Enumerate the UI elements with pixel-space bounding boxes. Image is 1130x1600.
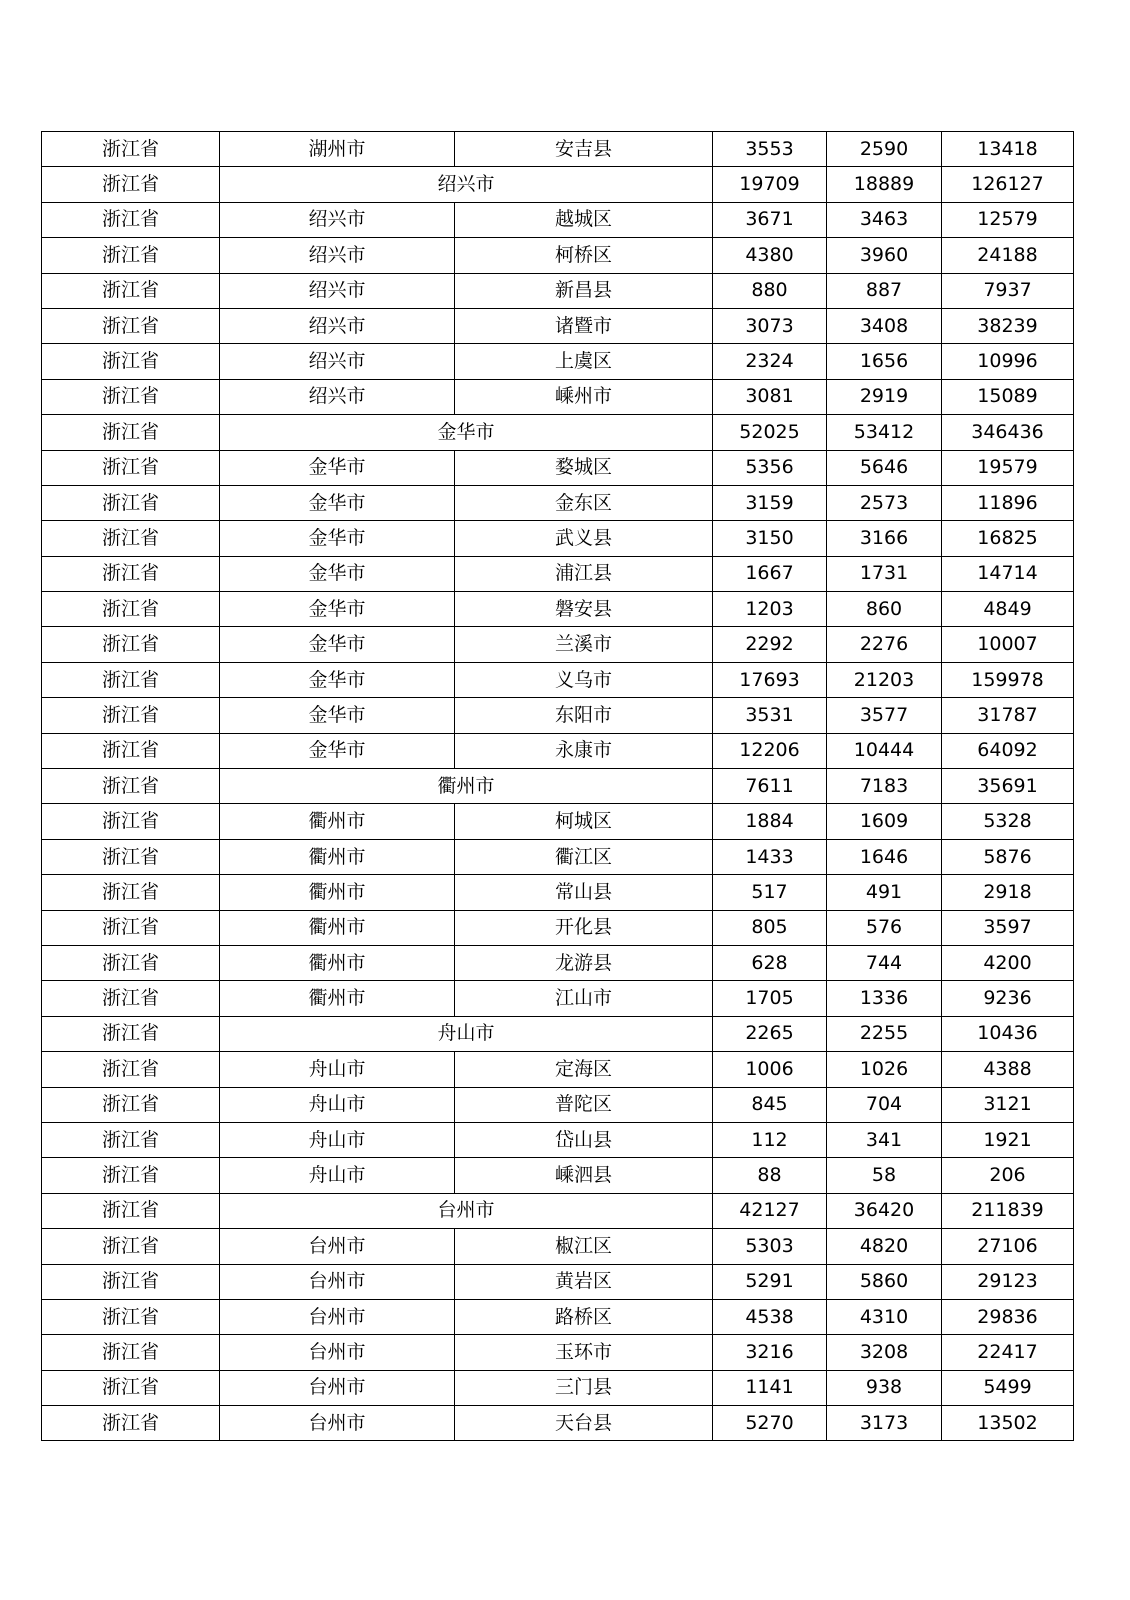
value1-cell: 1203	[713, 592, 827, 627]
value1-cell: 845	[713, 1087, 827, 1122]
value2-cell: 3577	[827, 698, 942, 733]
value3-cell: 35691	[942, 769, 1074, 804]
city-cell: 台州市	[220, 1264, 455, 1299]
table-row	[42, 1264, 1074, 1299]
table-row	[42, 875, 1074, 910]
province-cell: 浙江省	[42, 415, 220, 450]
value3-cell: 3121	[942, 1087, 1074, 1122]
city-total-cell: 衢州市	[220, 769, 713, 804]
county-cell: 兰溪市	[455, 627, 713, 662]
city-cell: 舟山市	[220, 1052, 455, 1087]
table-row	[42, 521, 1074, 556]
county-cell: 衢江区	[455, 839, 713, 874]
table-row	[42, 238, 1074, 273]
table-row	[42, 308, 1074, 343]
city-subtotal-row	[42, 769, 1074, 804]
province-cell: 浙江省	[42, 485, 220, 520]
city-cell: 舟山市	[220, 1158, 455, 1193]
table-row	[42, 1229, 1074, 1264]
value3-cell: 211839	[942, 1193, 1074, 1228]
city-subtotal-row	[42, 415, 1074, 450]
value1-cell: 1884	[713, 804, 827, 839]
table-row	[42, 839, 1074, 874]
value1-cell: 3216	[713, 1335, 827, 1370]
value2-cell: 1731	[827, 556, 942, 591]
table-row	[42, 1370, 1074, 1405]
value3-cell: 4388	[942, 1052, 1074, 1087]
province-cell: 浙江省	[42, 1052, 220, 1087]
province-cell: 浙江省	[42, 1193, 220, 1228]
city-cell: 金华市	[220, 627, 455, 662]
table-row	[42, 202, 1074, 237]
value2-cell: 1336	[827, 981, 942, 1016]
county-cell: 常山县	[455, 875, 713, 910]
value1-cell: 19709	[713, 167, 827, 202]
value2-cell: 3173	[827, 1406, 942, 1441]
value2-cell: 5646	[827, 450, 942, 485]
county-cell: 东阳市	[455, 698, 713, 733]
value2-cell: 7183	[827, 769, 942, 804]
province-cell: 浙江省	[42, 662, 220, 697]
value3-cell: 9236	[942, 981, 1074, 1016]
table-row	[42, 945, 1074, 980]
value2-cell: 1026	[827, 1052, 942, 1087]
value3-cell: 13502	[942, 1406, 1074, 1441]
table-row	[42, 1299, 1074, 1334]
value2-cell: 2573	[827, 485, 942, 520]
value2-cell: 3960	[827, 238, 942, 273]
table-row	[42, 1052, 1074, 1087]
city-cell: 绍兴市	[220, 202, 455, 237]
value1-cell: 1006	[713, 1052, 827, 1087]
province-cell: 浙江省	[42, 733, 220, 768]
city-cell: 绍兴市	[220, 379, 455, 414]
county-cell: 诸暨市	[455, 308, 713, 343]
city-cell: 台州市	[220, 1229, 455, 1264]
county-cell: 浦江县	[455, 556, 713, 591]
value2-cell: 887	[827, 273, 942, 308]
county-cell: 新昌县	[455, 273, 713, 308]
value2-cell: 5860	[827, 1264, 942, 1299]
table-row	[42, 485, 1074, 520]
value1-cell: 1705	[713, 981, 827, 1016]
city-total-cell: 舟山市	[220, 1016, 713, 1051]
city-total-cell: 金华市	[220, 415, 713, 450]
city-cell: 舟山市	[220, 1087, 455, 1122]
city-cell: 绍兴市	[220, 308, 455, 343]
table-row	[42, 273, 1074, 308]
county-cell: 武义县	[455, 521, 713, 556]
city-cell: 金华市	[220, 592, 455, 627]
value1-cell: 3073	[713, 308, 827, 343]
county-cell: 上虞区	[455, 344, 713, 379]
value2-cell: 1646	[827, 839, 942, 874]
value3-cell: 14714	[942, 556, 1074, 591]
value3-cell: 29836	[942, 1299, 1074, 1334]
city-cell: 衢州市	[220, 804, 455, 839]
value1-cell: 628	[713, 945, 827, 980]
table-row	[42, 592, 1074, 627]
value1-cell: 4538	[713, 1299, 827, 1334]
value1-cell: 52025	[713, 415, 827, 450]
value2-cell: 4820	[827, 1229, 942, 1264]
city-cell: 台州市	[220, 1299, 455, 1334]
value3-cell: 13418	[942, 132, 1074, 167]
table-row	[42, 1158, 1074, 1193]
table-row	[42, 662, 1074, 697]
city-total-cell: 台州市	[220, 1193, 713, 1228]
county-cell: 柯桥区	[455, 238, 713, 273]
city-subtotal-row	[42, 1193, 1074, 1228]
value1-cell: 3531	[713, 698, 827, 733]
province-cell: 浙江省	[42, 1016, 220, 1051]
city-cell: 衢州市	[220, 875, 455, 910]
value1-cell: 2292	[713, 627, 827, 662]
table-body	[42, 132, 1074, 1441]
value3-cell: 22417	[942, 1335, 1074, 1370]
county-cell: 金东区	[455, 485, 713, 520]
city-cell: 绍兴市	[220, 273, 455, 308]
value2-cell: 2919	[827, 379, 942, 414]
city-cell: 金华市	[220, 733, 455, 768]
value1-cell: 1667	[713, 556, 827, 591]
province-cell: 浙江省	[42, 839, 220, 874]
province-cell: 浙江省	[42, 1299, 220, 1334]
value2-cell: 2255	[827, 1016, 942, 1051]
city-cell: 台州市	[220, 1370, 455, 1405]
table-row	[42, 627, 1074, 662]
value3-cell: 24188	[942, 238, 1074, 273]
province-cell: 浙江省	[42, 945, 220, 980]
value3-cell: 10436	[942, 1016, 1074, 1051]
county-cell: 嵊州市	[455, 379, 713, 414]
value2-cell: 10444	[827, 733, 942, 768]
province-cell: 浙江省	[42, 1158, 220, 1193]
value1-cell: 3553	[713, 132, 827, 167]
county-cell: 婺城区	[455, 450, 713, 485]
county-cell: 安吉县	[455, 132, 713, 167]
province-cell: 浙江省	[42, 592, 220, 627]
city-cell: 绍兴市	[220, 344, 455, 379]
value2-cell: 3208	[827, 1335, 942, 1370]
value2-cell: 2590	[827, 132, 942, 167]
city-cell: 衢州市	[220, 910, 455, 945]
province-cell: 浙江省	[42, 556, 220, 591]
value3-cell: 3597	[942, 910, 1074, 945]
value3-cell: 1921	[942, 1122, 1074, 1157]
city-cell: 台州市	[220, 1335, 455, 1370]
table-row	[42, 1087, 1074, 1122]
province-cell: 浙江省	[42, 1122, 220, 1157]
value1-cell: 5270	[713, 1406, 827, 1441]
value1-cell: 805	[713, 910, 827, 945]
value1-cell: 517	[713, 875, 827, 910]
table-row	[42, 804, 1074, 839]
county-cell: 天台县	[455, 1406, 713, 1441]
value1-cell: 5356	[713, 450, 827, 485]
table-row	[42, 1122, 1074, 1157]
value2-cell: 3463	[827, 202, 942, 237]
value1-cell: 2265	[713, 1016, 827, 1051]
value3-cell: 206	[942, 1158, 1074, 1193]
province-cell: 浙江省	[42, 698, 220, 733]
province-cell: 浙江省	[42, 769, 220, 804]
province-cell: 浙江省	[42, 273, 220, 308]
value1-cell: 3150	[713, 521, 827, 556]
county-cell: 永康市	[455, 733, 713, 768]
city-cell: 衢州市	[220, 981, 455, 1016]
value3-cell: 27106	[942, 1229, 1074, 1264]
province-cell: 浙江省	[42, 1087, 220, 1122]
value2-cell: 58	[827, 1158, 942, 1193]
value3-cell: 5876	[942, 839, 1074, 874]
value2-cell: 341	[827, 1122, 942, 1157]
city-cell: 金华市	[220, 485, 455, 520]
value1-cell: 12206	[713, 733, 827, 768]
statistics-table	[41, 131, 1074, 1441]
table-row	[42, 344, 1074, 379]
value3-cell: 10007	[942, 627, 1074, 662]
province-cell: 浙江省	[42, 804, 220, 839]
value2-cell: 3408	[827, 308, 942, 343]
province-cell: 浙江省	[42, 875, 220, 910]
value2-cell: 4310	[827, 1299, 942, 1334]
value1-cell: 3081	[713, 379, 827, 414]
table-row	[42, 910, 1074, 945]
province-cell: 浙江省	[42, 450, 220, 485]
city-subtotal-row	[42, 167, 1074, 202]
value3-cell: 126127	[942, 167, 1074, 202]
value3-cell: 5328	[942, 804, 1074, 839]
province-cell: 浙江省	[42, 627, 220, 662]
county-cell: 椒江区	[455, 1229, 713, 1264]
value1-cell: 1433	[713, 839, 827, 874]
county-cell: 江山市	[455, 981, 713, 1016]
value2-cell: 576	[827, 910, 942, 945]
value1-cell: 88	[713, 1158, 827, 1193]
province-cell: 浙江省	[42, 132, 220, 167]
value2-cell: 2276	[827, 627, 942, 662]
value3-cell: 16825	[942, 521, 1074, 556]
value3-cell: 11896	[942, 485, 1074, 520]
county-cell: 黄岩区	[455, 1264, 713, 1299]
value2-cell: 53412	[827, 415, 942, 450]
table-row	[42, 1335, 1074, 1370]
value2-cell: 704	[827, 1087, 942, 1122]
province-cell: 浙江省	[42, 1406, 220, 1441]
city-cell: 衢州市	[220, 839, 455, 874]
county-cell: 龙游县	[455, 945, 713, 980]
value2-cell: 21203	[827, 662, 942, 697]
value1-cell: 17693	[713, 662, 827, 697]
province-cell: 浙江省	[42, 981, 220, 1016]
value3-cell: 12579	[942, 202, 1074, 237]
value3-cell: 15089	[942, 379, 1074, 414]
county-cell: 越城区	[455, 202, 713, 237]
city-cell: 金华市	[220, 662, 455, 697]
table-row	[42, 556, 1074, 591]
province-cell: 浙江省	[42, 308, 220, 343]
city-cell: 舟山市	[220, 1122, 455, 1157]
value3-cell: 64092	[942, 733, 1074, 768]
table-row	[42, 132, 1074, 167]
city-cell: 台州市	[220, 1406, 455, 1441]
value2-cell: 1656	[827, 344, 942, 379]
value3-cell: 38239	[942, 308, 1074, 343]
value3-cell: 2918	[942, 875, 1074, 910]
city-cell: 金华市	[220, 698, 455, 733]
value3-cell: 159978	[942, 662, 1074, 697]
county-cell: 柯城区	[455, 804, 713, 839]
value1-cell: 1141	[713, 1370, 827, 1405]
city-cell: 绍兴市	[220, 238, 455, 273]
table-row	[42, 698, 1074, 733]
table-row	[42, 450, 1074, 485]
value2-cell: 938	[827, 1370, 942, 1405]
province-cell: 浙江省	[42, 202, 220, 237]
city-cell: 金华市	[220, 521, 455, 556]
county-cell: 玉环市	[455, 1335, 713, 1370]
value1-cell: 3671	[713, 202, 827, 237]
county-cell: 开化县	[455, 910, 713, 945]
province-cell: 浙江省	[42, 379, 220, 414]
value1-cell: 880	[713, 273, 827, 308]
value3-cell: 4200	[942, 945, 1074, 980]
value1-cell: 4380	[713, 238, 827, 273]
city-cell: 湖州市	[220, 132, 455, 167]
table-row	[42, 733, 1074, 768]
value3-cell: 346436	[942, 415, 1074, 450]
city-subtotal-row	[42, 1016, 1074, 1051]
table-row	[42, 379, 1074, 414]
value2-cell: 3166	[827, 521, 942, 556]
county-cell: 路桥区	[455, 1299, 713, 1334]
value3-cell: 7937	[942, 273, 1074, 308]
value1-cell: 42127	[713, 1193, 827, 1228]
value3-cell: 5499	[942, 1370, 1074, 1405]
city-cell: 金华市	[220, 450, 455, 485]
value3-cell: 19579	[942, 450, 1074, 485]
province-cell: 浙江省	[42, 521, 220, 556]
value1-cell: 5303	[713, 1229, 827, 1264]
table-row	[42, 1406, 1074, 1441]
county-cell: 定海区	[455, 1052, 713, 1087]
value3-cell: 29123	[942, 1264, 1074, 1299]
county-cell: 普陀区	[455, 1087, 713, 1122]
county-cell: 三门县	[455, 1370, 713, 1405]
value1-cell: 2324	[713, 344, 827, 379]
value2-cell: 1609	[827, 804, 942, 839]
value3-cell: 31787	[942, 698, 1074, 733]
province-cell: 浙江省	[42, 910, 220, 945]
value1-cell: 112	[713, 1122, 827, 1157]
value2-cell: 18889	[827, 167, 942, 202]
value1-cell: 5291	[713, 1264, 827, 1299]
province-cell: 浙江省	[42, 344, 220, 379]
county-cell: 义乌市	[455, 662, 713, 697]
value2-cell: 860	[827, 592, 942, 627]
province-cell: 浙江省	[42, 238, 220, 273]
province-cell: 浙江省	[42, 1370, 220, 1405]
value3-cell: 4849	[942, 592, 1074, 627]
city-total-cell: 绍兴市	[220, 167, 713, 202]
province-cell: 浙江省	[42, 1335, 220, 1370]
county-cell: 嵊泗县	[455, 1158, 713, 1193]
province-cell: 浙江省	[42, 1264, 220, 1299]
value2-cell: 36420	[827, 1193, 942, 1228]
province-cell: 浙江省	[42, 1229, 220, 1264]
city-cell: 衢州市	[220, 945, 455, 980]
county-cell: 岱山县	[455, 1122, 713, 1157]
value1-cell: 3159	[713, 485, 827, 520]
value1-cell: 7611	[713, 769, 827, 804]
table-row	[42, 981, 1074, 1016]
county-cell: 磐安县	[455, 592, 713, 627]
value2-cell: 744	[827, 945, 942, 980]
value3-cell: 10996	[942, 344, 1074, 379]
city-cell: 金华市	[220, 556, 455, 591]
province-cell: 浙江省	[42, 167, 220, 202]
value2-cell: 491	[827, 875, 942, 910]
